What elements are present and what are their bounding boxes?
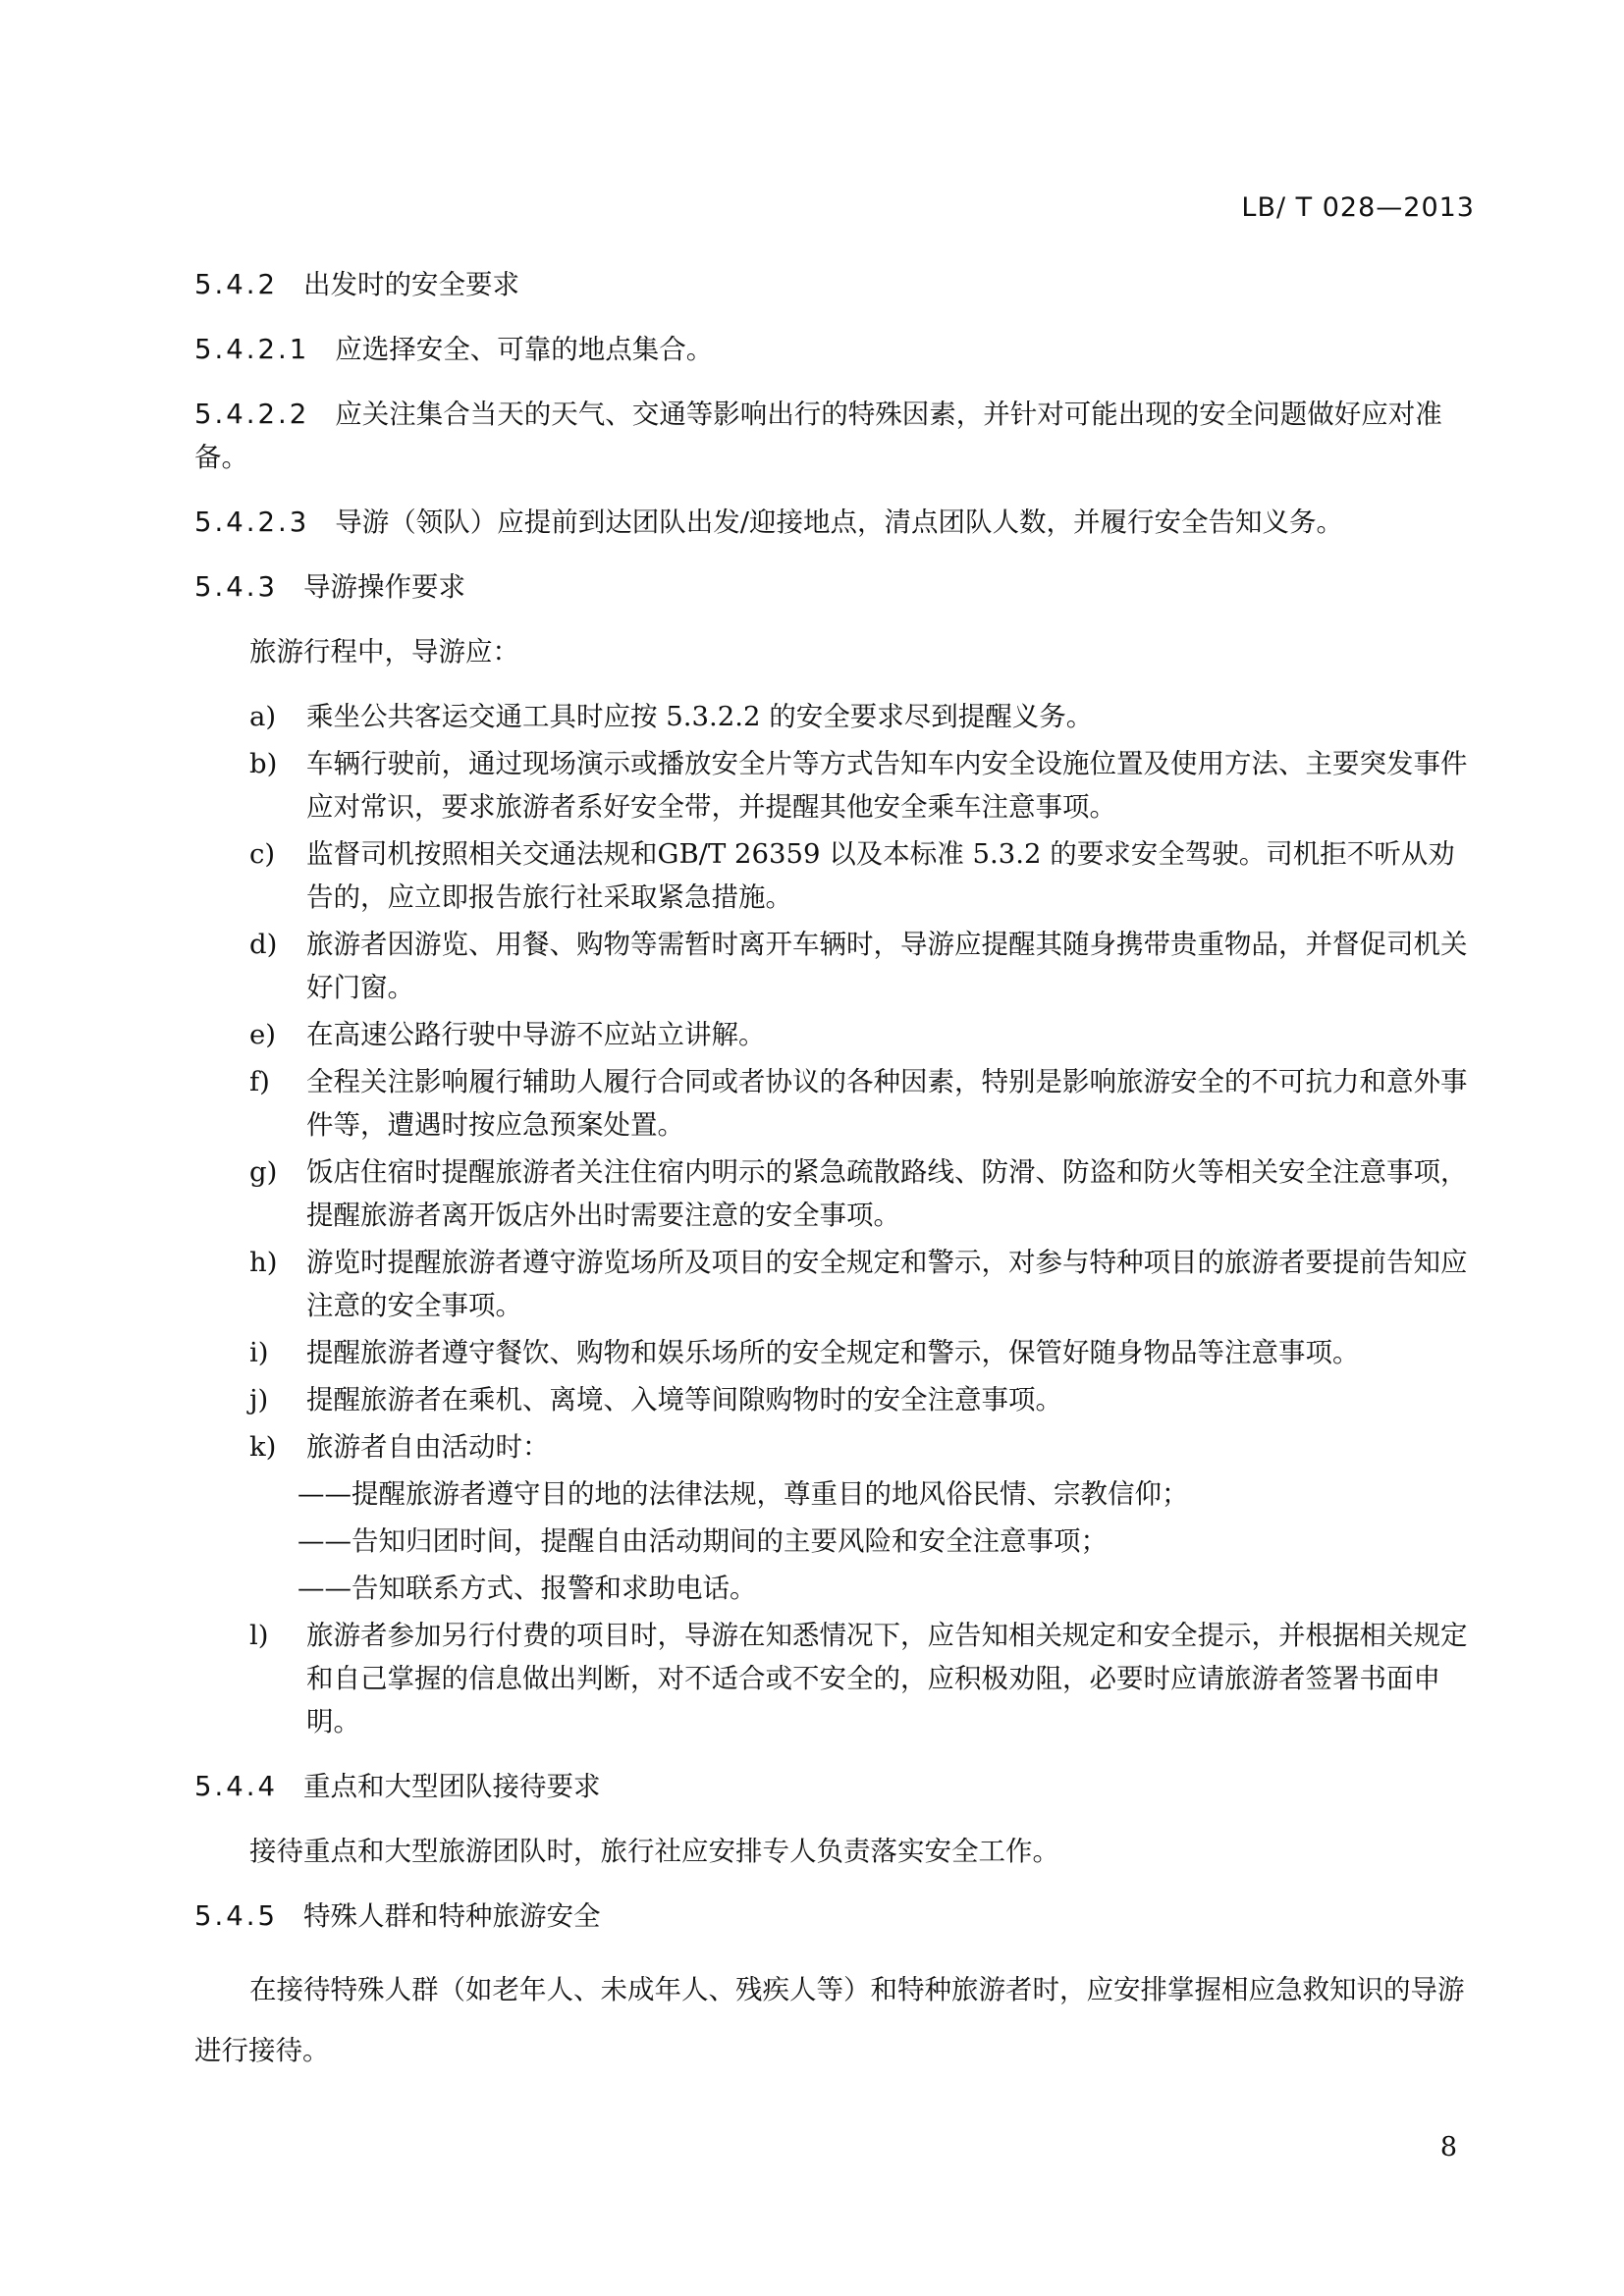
section-text: 接待重点和大型旅游团队时，旅行社应安排专人负责落实安全工作。 (249, 1836, 1059, 1867)
dash-item: ——提醒旅游者遵守目的地的法律法规，尊重目的地风俗民情、宗教信仰； (298, 1478, 1189, 1510)
item-label: h) (249, 1247, 278, 1278)
section-heading (194, 263, 1477, 306)
item-label: c) (249, 838, 276, 870)
section-title: 特殊人群和特种旅游安全 (302, 1900, 601, 1932)
clause (194, 393, 1477, 479)
section-number: 5.4.2 (194, 269, 278, 300)
standard-code: LB/ T 028—2013 (1241, 192, 1475, 223)
list-item (194, 1241, 1477, 1327)
item-label: l) (249, 1620, 269, 1651)
requirement-list (194, 695, 1477, 1468)
item-label: g) (249, 1156, 278, 1188)
section-heading (194, 565, 1477, 609)
item-text: 旅游者因游览、用餐、购物等需暂时离开车辆时，导游应提醒其随身携带贵重物品，并督促司机关好门窗。 (306, 929, 1468, 1003)
list-item (194, 742, 1477, 828)
item-text: 旅游者参加另行付费的项目时，导游在知悉情况下，应告知相关规定和安全提示，并根据相关规定和自己掌握的信息做出判断，对不适合或不安全的，应积极劝阻，必要时应请旅游者签署书面申明。 (306, 1620, 1468, 1737)
page-content (194, 263, 1477, 2103)
clause (194, 328, 1477, 371)
list-item (194, 1060, 1477, 1147)
section-text: 在接待特殊人群（如老年人、未成年人、残疾人等）和特种旅游者时，应安排掌握相应急救知识的导游进行接待。 (194, 1974, 1465, 2066)
list-item (194, 1331, 1477, 1374)
item-label: d) (249, 929, 278, 960)
item-text: 旅游者自由活动时： (306, 1431, 550, 1463)
page-number: 8 (1439, 2132, 1457, 2163)
item-label: f) (249, 1066, 270, 1097)
list-item (194, 1013, 1477, 1056)
item-label: i) (249, 1337, 269, 1368)
list-item (194, 832, 1477, 919)
clause-text: 应选择安全、可靠的地点集合。 (335, 334, 714, 365)
section-title: 导游操作要求 (302, 571, 465, 603)
clause-text: 导游（领队）应提前到达团队出发/迎接地点，清点团队人数，并履行安全告知义务。 (335, 507, 1343, 538)
clause-number: 5.4.2.2 (194, 399, 310, 430)
item-text: 车辆行驶前，通过现场演示或播放安全片等方式告知车内安全设施位置及使用方法、主要突发事件应对常识，要求旅游者系好安全带，并提醒其他安全乘车注意事项。 (306, 748, 1468, 823)
dash-item: ——告知联系方式、报警和求助电话。 (298, 1573, 757, 1604)
item-label: b) (249, 748, 278, 779)
item-text: 提醒旅游者在乘机、离境、入境等间隙购物时的安全注意事项。 (306, 1384, 1062, 1415)
item-text: 提醒旅游者遵守餐饮、购物和娱乐场所的安全规定和警示，保管好随身物品等注意事项。 (306, 1337, 1360, 1368)
section-heading (194, 1765, 1477, 1808)
section-number: 5.4.4 (194, 1771, 278, 1802)
list-item (194, 695, 1477, 738)
item-text: 乘坐公共客运交通工具时应按 5.3.2.2 的安全要求尽到提醒义务。 (306, 701, 1094, 732)
section-title: 重点和大型团队接待要求 (302, 1771, 601, 1802)
section-heading (194, 1895, 1477, 1938)
item-text: 在高速公路行驶中导游不应站立讲解。 (306, 1019, 766, 1050)
list-item (194, 1614, 1477, 1743)
item-label: k) (249, 1431, 277, 1463)
requirement-list (194, 1614, 1477, 1743)
clause-number: 5.4.2.3 (194, 507, 310, 538)
list-item (194, 1425, 1477, 1468)
item-label: e) (249, 1019, 277, 1050)
item-text: 饭店住宿时提醒旅游者关注住宿内明示的紧急疏散路线、防滑、防盗和防火等相关安全注意事项，提醒旅游者离开饭店外出时需要注意的安全事项。 (306, 1156, 1468, 1231)
dash-item: ——告知归团时间，提醒自由活动期间的主要风险和安全注意事项； (298, 1525, 1108, 1557)
dash-list (194, 1472, 1477, 1610)
item-label: j) (249, 1384, 269, 1415)
item-text: 游览时提醒旅游者遵守游览场所及项目的安全规定和警示，对参与特种项目的旅游者要提前告知应注意的安全事项。 (306, 1247, 1468, 1321)
section-number: 5.4.5 (194, 1900, 278, 1932)
section-number: 5.4.3 (194, 571, 278, 603)
intro-text: 旅游行程中，导游应： (249, 636, 519, 667)
clause-number: 5.4.2.1 (194, 334, 310, 365)
item-text: 全程关注影响履行辅助人履行合同或者协议的各种因素，特别是影响旅游安全的不可抗力和意外事件等，遭遇时按应急预案处置。 (306, 1066, 1468, 1141)
list-item (194, 1150, 1477, 1237)
section-title: 出发时的安全要求 (302, 269, 519, 300)
list-item (194, 923, 1477, 1009)
clause-text: 应关注集合当天的天气、交通等影响出行的特殊因素，并针对可能出现的安全问题做好应对准备。 (194, 399, 1442, 473)
item-label: a) (249, 701, 277, 732)
item-text: 监督司机按照相关交通法规和GB/T 26359 以及本标准 5.3.2 的要求安全驾驶。司机拒不听从劝告的，应立即报告旅行社采取紧急措施。 (306, 838, 1455, 913)
clause (194, 501, 1477, 544)
list-item (194, 1378, 1477, 1421)
